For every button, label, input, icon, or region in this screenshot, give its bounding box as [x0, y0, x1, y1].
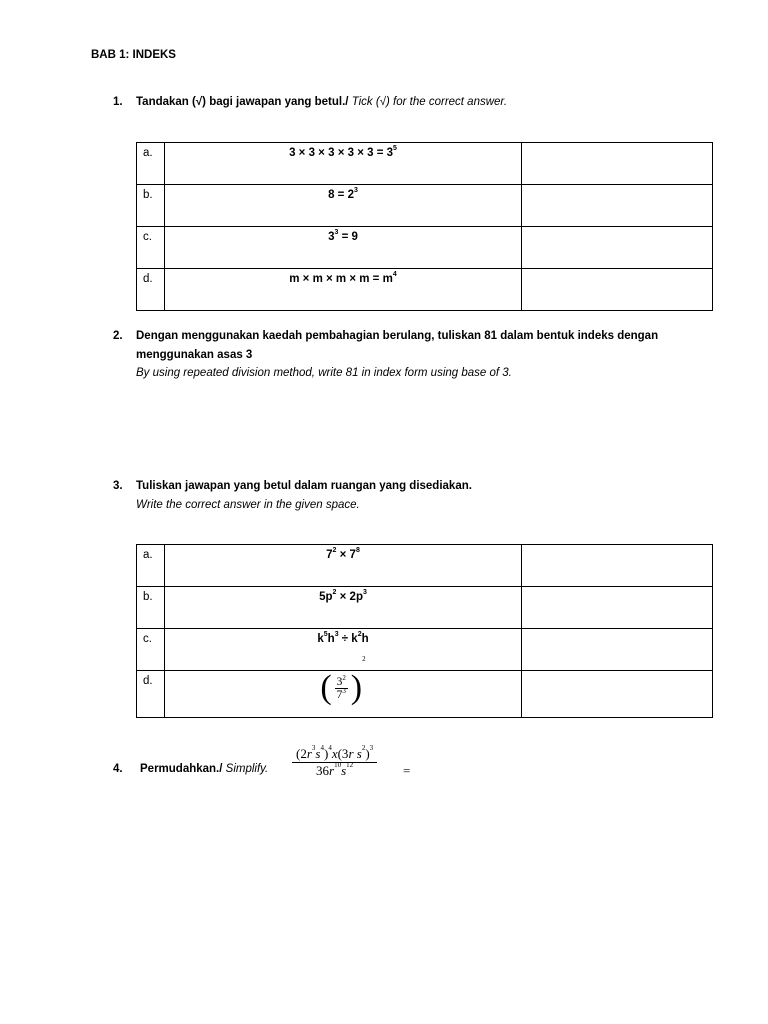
answer-cell[interactable] [522, 143, 713, 185]
table-row [137, 185, 713, 227]
table-row [137, 143, 713, 185]
q1-prompt [136, 96, 507, 108]
q2-text-ms-1: Dengan menggunakan kaedah pembahagian berulang, tuliskan 81 dalam bentuk indeks dengan [136, 330, 659, 342]
table-row [137, 545, 713, 587]
q2-text-ms-2: menggunakan asas 3 [136, 349, 253, 361]
table-row [137, 629, 713, 671]
q1-table [136, 142, 713, 311]
row-label: b. [137, 185, 165, 227]
q3-text-ms: Tuliskan jawapan yang betul dalam ruangan yang disediakan. [136, 480, 472, 492]
table-row [137, 587, 713, 629]
answer-cell[interactable] [522, 671, 713, 718]
q4-prompt [140, 763, 268, 775]
q4-text-en: Simplify. [225, 763, 269, 775]
fraction: $\frac{3^2}{7^3}$ [336, 673, 346, 701]
fraction: $\frac{(2r^3s^4)^4x(3r s^2)^3}{36r^{10}s^{12}}$ [292, 746, 377, 779]
q1-number: 1. [113, 96, 123, 108]
q1-text-ms: Tandakan (√) bagi jawapan yang betul./ [136, 96, 349, 108]
row-label: a. [137, 545, 165, 587]
row-expression: $m \times m \times m \times m = m^4$ [165, 269, 522, 311]
answer-cell[interactable] [522, 587, 713, 629]
q4-expression [292, 746, 377, 779]
q4-number: 4. [113, 763, 123, 775]
answer-cell[interactable] [522, 227, 713, 269]
row-expression: $3^3 = 9$ [165, 227, 522, 269]
table-row [137, 227, 713, 269]
row-label: b. [137, 587, 165, 629]
answer-cell[interactable] [522, 269, 713, 311]
q3-number: 3. [113, 480, 123, 492]
answer-cell[interactable] [522, 185, 713, 227]
row-expression: $5p^2 \times 2p^3$ [165, 587, 522, 629]
q2-number: 2. [113, 330, 123, 342]
q4-text-ms: Permudahkan./ [140, 763, 223, 775]
q3-table [136, 544, 713, 718]
q4-equals: = [403, 763, 411, 778]
row-expression: ( $\frac{3^2}{7^3}$ )$^2$ [165, 671, 522, 718]
row-label: c. [137, 629, 165, 671]
row-expression: $3 \times 3 \times 3 \times 3 \times 3 = 3^5$ [165, 143, 522, 185]
row-expression: $7^2 \times 7^8$ [165, 545, 522, 587]
table-row [137, 269, 713, 311]
answer-cell[interactable] [522, 629, 713, 671]
page-heading: BAB 1: INDEKS [91, 49, 176, 61]
q1-text-en: Tick (√) for the correct answer. [351, 96, 508, 108]
answer-cell[interactable] [522, 545, 713, 587]
open-paren: ( [320, 669, 332, 706]
row-label: d. [137, 269, 165, 311]
row-label: c. [137, 227, 165, 269]
q2-text-en: By using repeated division method, write 81 in index form using base of 3. [136, 367, 512, 379]
row-expression: $k^5h^3 \div k^2h$ [165, 629, 522, 671]
close-paren: ) [350, 669, 363, 706]
row-label: d. [137, 671, 165, 718]
q3-text-en: Write the correct answer in the given space. [136, 499, 360, 511]
row-expression: $8 = 2^3$ [165, 185, 522, 227]
table-row [137, 671, 713, 718]
row-label: a. [137, 143, 165, 185]
